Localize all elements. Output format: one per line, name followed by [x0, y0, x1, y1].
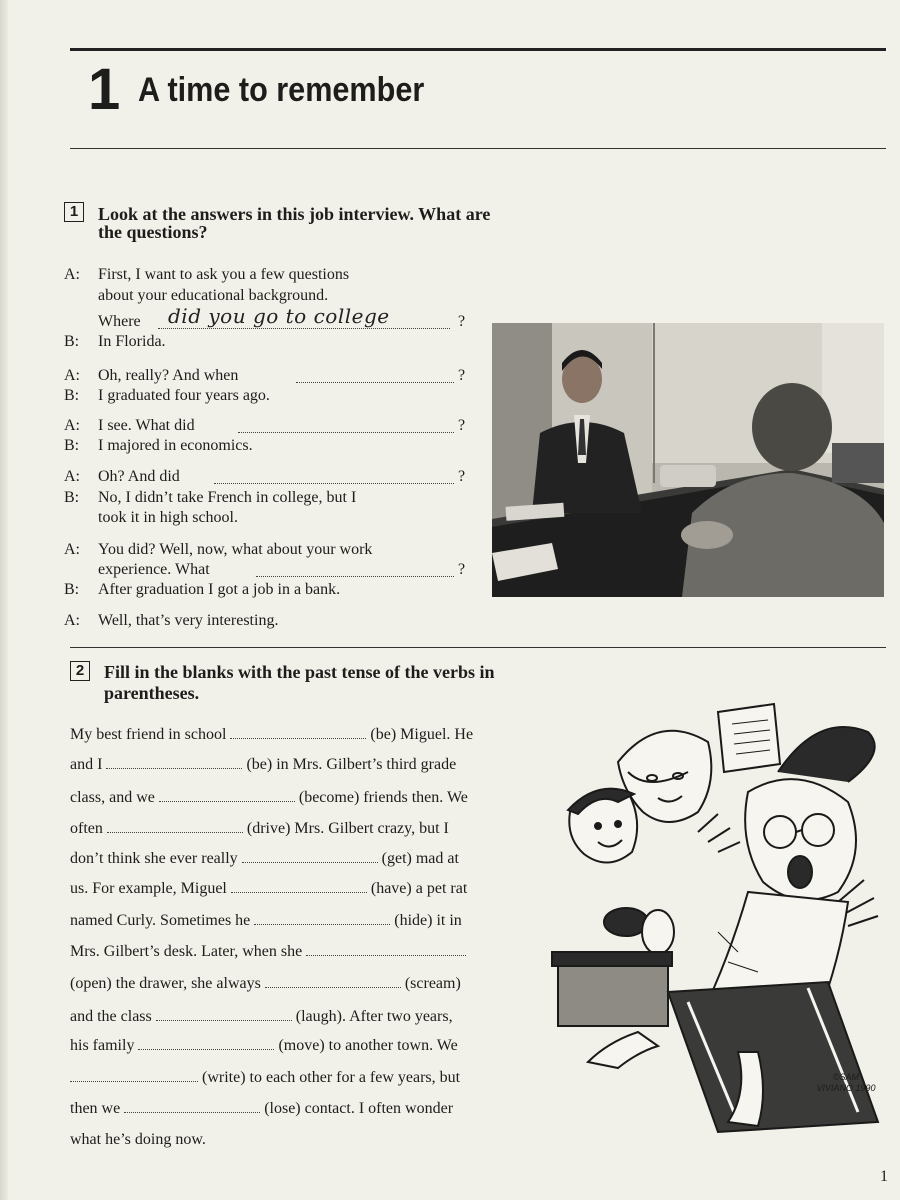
text-after: (be) Miguel. He [370, 726, 474, 743]
speaker: B: [64, 333, 80, 350]
speaker: B: [64, 437, 80, 454]
page-number: 1 [880, 1168, 888, 1185]
text-before: us. For example, Miguel [70, 880, 227, 897]
classroom-cartoon [548, 702, 898, 1152]
exercise-1-title-line2: the questions? [98, 222, 208, 242]
question-mark: ? [458, 468, 466, 485]
verb-blank[interactable] [124, 1098, 260, 1113]
verb-blank[interactable] [306, 941, 466, 956]
interview-photo [492, 323, 884, 597]
answer-blank[interactable] [256, 562, 454, 577]
unit-title: A time to remember [138, 71, 425, 109]
verb-blank[interactable] [107, 818, 243, 833]
workbook-page [8, 0, 900, 1200]
utterance: about your educational background. [98, 287, 329, 304]
utterance: Oh? And did [98, 468, 180, 485]
text-before: Mrs. Gilbert’s desk. Later, when she [70, 943, 303, 960]
text-before: what he’s doing now. [70, 1131, 206, 1148]
exercise-2-title-line1: Fill in the blanks with the past tense of the verbs in [104, 662, 495, 682]
text-after: (become) friends then. We [298, 789, 468, 806]
fill-line [70, 818, 449, 839]
handwritten-answer: did you go to college [168, 304, 390, 328]
text-before: don’t think she ever really [70, 850, 238, 867]
speaker: A: [64, 612, 80, 629]
page-left-edge [0, 0, 8, 1200]
text-after: (get) mad at [381, 850, 459, 867]
fill-line [70, 878, 467, 899]
text-after: (move) to another town. We [278, 1037, 458, 1054]
speaker: A: [64, 367, 80, 384]
text-after: (have) a pet rat [370, 880, 468, 897]
speaker: A: [64, 417, 80, 434]
text-after: (write) to each other for a few years, but [202, 1069, 461, 1086]
fill-line [70, 848, 459, 869]
fill-line [70, 973, 461, 994]
verb-blank[interactable] [254, 910, 390, 925]
speaker: B: [64, 581, 80, 598]
verb-blank[interactable] [242, 848, 378, 863]
exercise-2-title-line2: parentheses. [104, 683, 200, 703]
speaker: B: [64, 489, 80, 506]
fill-line [70, 910, 462, 931]
utterance: No, I didn’t take French in college, but I [98, 489, 357, 506]
exercise-1-number-box: 1 [64, 202, 84, 222]
answer-blank[interactable] [238, 418, 454, 433]
fill-line [70, 724, 473, 745]
text-before: named Curly. Sometimes he [70, 912, 251, 929]
verb-blank[interactable] [156, 1006, 292, 1021]
text-before: class, and we [70, 789, 155, 806]
section-rule [70, 647, 886, 648]
text-after: (hide) it in [394, 912, 462, 929]
speaker: A: [64, 468, 80, 485]
verb-blank[interactable] [231, 878, 367, 893]
question-mark: ? [458, 367, 466, 384]
verb-blank[interactable] [106, 754, 242, 769]
fill-line [70, 1130, 206, 1150]
exercise-2-number-box: 2 [70, 661, 90, 681]
utterance: I graduated four years ago. [98, 387, 270, 404]
verb-blank[interactable] [70, 1067, 198, 1082]
text-before: and I [70, 756, 103, 773]
utterance: I majored in economics. [98, 437, 253, 454]
unit-number: 1 [88, 57, 120, 122]
fill-line [70, 1035, 458, 1056]
text-after: (laugh). After two years, [295, 1008, 453, 1025]
text-before: (open) the drawer, she always [70, 975, 261, 992]
verb-blank[interactable] [230, 724, 366, 739]
exercise-1-title-line1: Look at the answers in this job interview. What are [98, 204, 491, 224]
fill-line [70, 1067, 460, 1088]
question-mark: ? [458, 313, 466, 330]
utterance: I see. What did [98, 417, 195, 434]
fill-line [70, 1098, 453, 1119]
speaker: A: [64, 266, 80, 283]
utterance: experience. What [98, 561, 210, 578]
utterance: You did? Well, now, what about your work [98, 541, 373, 558]
text-before: then we [70, 1100, 121, 1117]
verb-blank[interactable] [138, 1035, 274, 1050]
utterance: took it in high school. [98, 509, 238, 526]
text-after: (lose) contact. I often wonder [264, 1100, 454, 1117]
text-after: (drive) Mrs. Gilbert crazy, but I [246, 820, 449, 837]
answer-blank[interactable] [214, 469, 454, 484]
text-before: and the class [70, 1008, 152, 1025]
cartoon-signature: ©SAM VIVIANO 1990 [816, 1072, 876, 1093]
fill-line [70, 1006, 453, 1027]
fill-line [70, 754, 456, 775]
text-before: his family [70, 1037, 135, 1054]
fill-line [70, 941, 466, 962]
verb-blank[interactable] [265, 973, 401, 988]
text-before: often [70, 820, 103, 837]
interview-dialogue [64, 0, 484, 650]
speaker: B: [64, 387, 80, 404]
utterance: Oh, really? And when [98, 367, 239, 384]
utterance: Well, that’s very interesting. [98, 612, 279, 629]
text-before: My best friend in school [70, 726, 227, 743]
text-after: (be) in Mrs. Gilbert’s third grade [246, 756, 457, 773]
speaker: A: [64, 541, 80, 558]
question-mark: ? [458, 417, 466, 434]
utterance: First, I want to ask you a few questions [98, 266, 350, 283]
question-mark: ? [458, 561, 466, 578]
answer-blank[interactable] [296, 368, 454, 383]
text-after: (scream) [404, 975, 461, 992]
utterance: After graduation I got a job in a bank. [98, 581, 341, 598]
utterance: In Florida. [98, 333, 166, 350]
fill-line [70, 787, 468, 808]
utterance: Where [98, 313, 141, 330]
verb-blank[interactable] [159, 787, 295, 802]
